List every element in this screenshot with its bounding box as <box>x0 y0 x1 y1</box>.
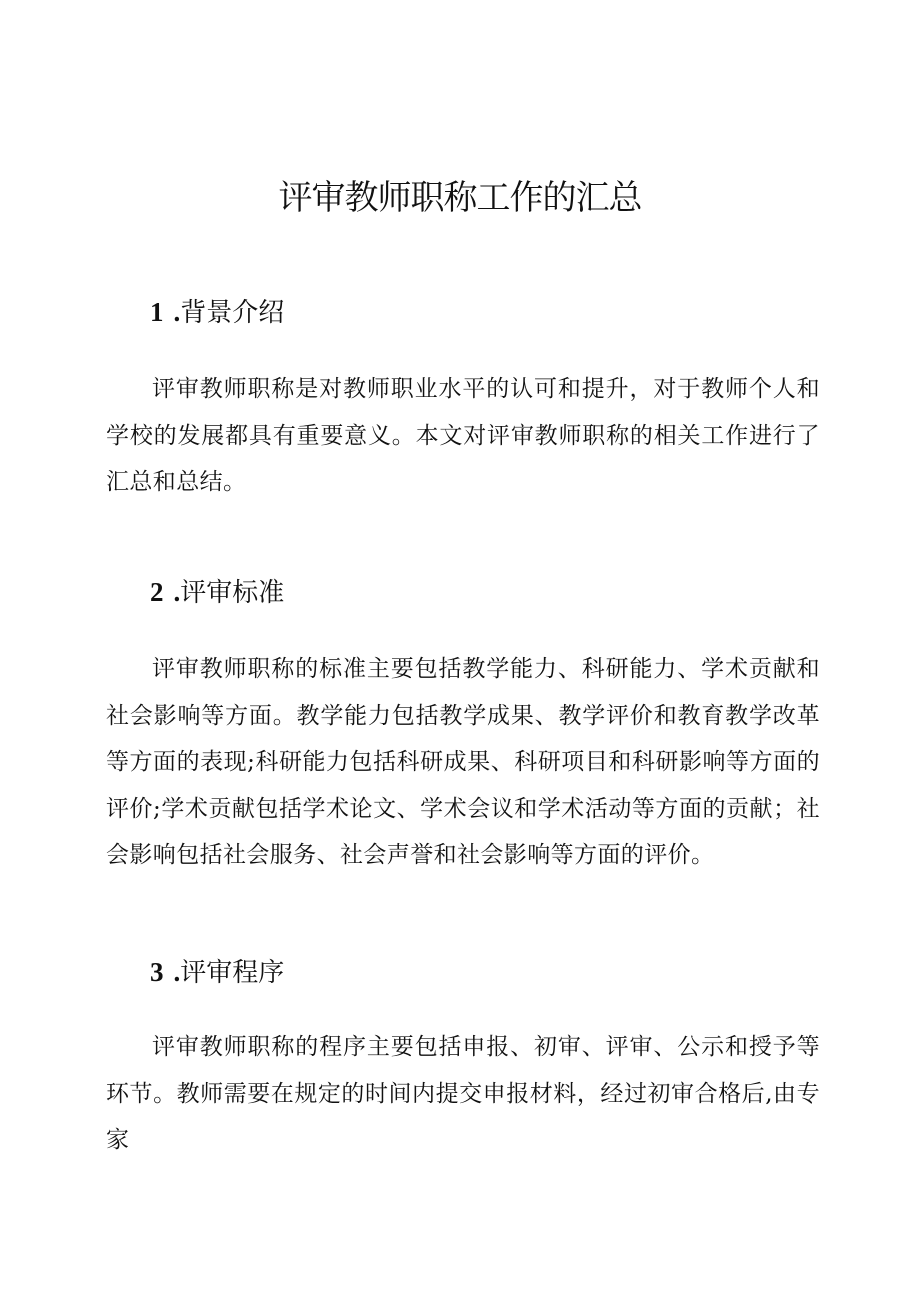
section-body-procedure: 评审教师职称的程序主要包括申报、初审、评审、公示和授予等环节。教师需要在规定的时间内提交申报材料，经过初审合格后,由专家 <box>106 1034 820 1153</box>
section-number: 1 <box>150 297 164 327</box>
section-separator: . <box>173 577 181 607</box>
section-title: 背景介绍 <box>180 298 285 328</box>
document-title: 评审教师职称工作的汇总 <box>278 178 642 218</box>
section-body-background: 评审教师职称是对教师职业水平的认可和提升，对于教师个人和学校的发展都具有重要意义。本文对评审教师职称的相关工作进行了汇总和总结。 <box>106 376 820 495</box>
section-body-standards: 评审教师职称的标准主要包括教学能力、科研能力、学术贡献和社会影响等方面。教学能力包括教学成果、教学评价和教育教学改革等方面的表现;科研能力包括科研成果、科研项目和科研影响等方面的评价;学术贡献包括学术论文、学术会议和学术活动等方面的贡献；社会影响包括社会服务、社会声誉和社会影响等方面的评价。 <box>106 656 820 868</box>
section-title: 评审标准 <box>180 578 285 608</box>
section-heading-procedure <box>150 952 284 993</box>
section-title: 评审程序 <box>180 958 285 988</box>
section-heading-standards <box>150 572 284 613</box>
section-heading-background <box>150 292 284 333</box>
section-separator: . <box>173 957 181 987</box>
section-number: 2 <box>150 577 164 607</box>
section-number: 3 <box>150 957 164 987</box>
section-separator: . <box>173 297 181 327</box>
